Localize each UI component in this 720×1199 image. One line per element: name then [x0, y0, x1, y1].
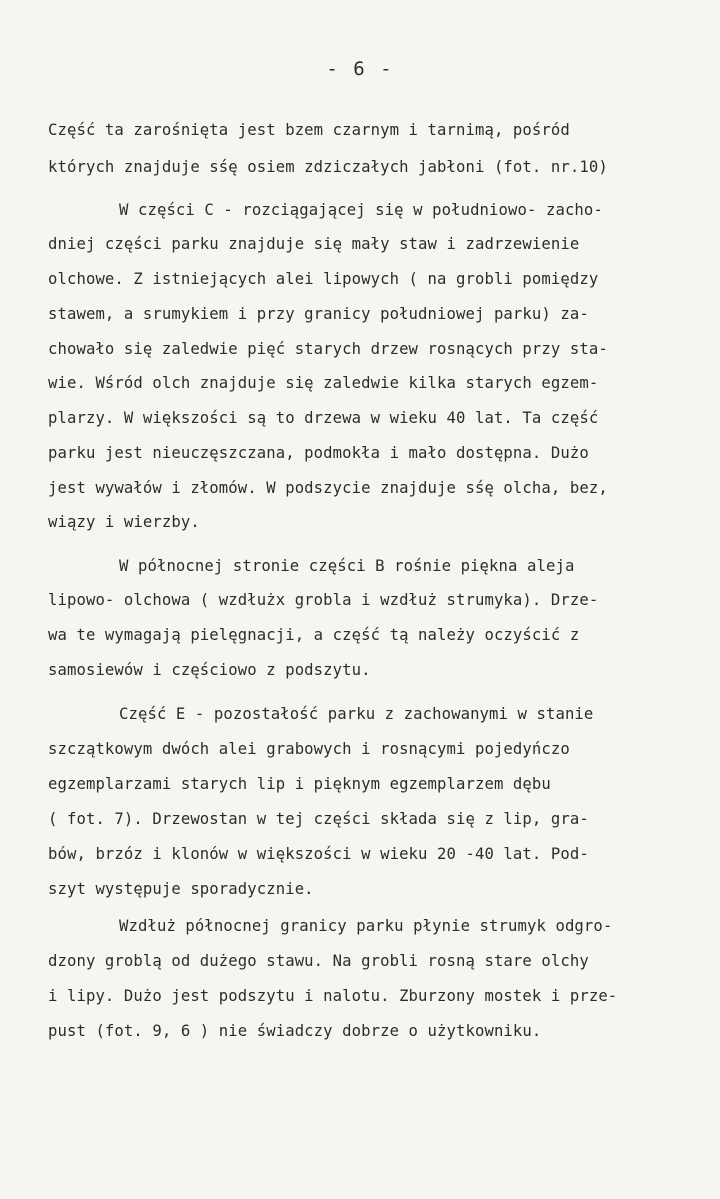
text-line: egzemplarzami starych lip i pięknym egzemplarzem dębu — [48, 775, 551, 793]
text-line: stawem, a srumykiem i przy granicy południowej parku) za- — [48, 305, 589, 323]
text-line: dniej części parku znajduje się mały staw i zadrzewienie — [48, 235, 580, 253]
page-number: - 6 - — [326, 58, 394, 80]
text-line: dzony groblą od dużego stawu. Na grobli rosną stare olchy — [48, 952, 589, 970]
text-line: szczątkowym dwóch alei grabowych i rosnącymi pojedyńczo — [48, 740, 570, 758]
text-line: lipowo- olchowa ( wzdłużx grobla i wzdłuż strumyka). Drze- — [48, 591, 599, 609]
text-line: jest wywałów i złomów. W podszycie znajduje sśę olcha, bez, — [48, 479, 608, 497]
text-line: Wzdłuż północnej granicy parku płynie strumyk odgro- — [119, 917, 613, 935]
text-line: szyt występuje sporadycznie. — [48, 880, 314, 898]
text-line: W części C - rozciągającej się w południowo- zacho- — [119, 201, 603, 219]
text-line: W północnej stronie części B rośnie piękna aleja — [119, 557, 575, 575]
text-line: wa te wymagają pielęgnacji, a część tą należy oczyścić z — [48, 626, 580, 644]
text-line: chowało się zaledwie pięć starych drzew rosnących przy sta- — [48, 340, 608, 358]
text-line: ( fot. 7). Drzewostan w tej części składa się z lip, gra- — [48, 810, 589, 828]
text-line: wiązy i wierzby. — [48, 513, 200, 531]
text-line: olchowe. Z istniejących alei lipowych ( na grobli pomiędzy — [48, 270, 599, 288]
text-line: samosiewów i częściowo z podszytu. — [48, 661, 371, 679]
text-line: parku jest nieuczęszczana, podmokła i mało dostępna. Dużo — [48, 444, 589, 462]
text-line: Część ta zarośnięta jest bzem czarnym i tarnimą, pośród — [48, 121, 570, 139]
text-line: których znajduje sśę osiem zdziczałych jabłoni (fot. nr.10) — [48, 158, 608, 176]
text-line: wie. Wśród olch znajduje się zaledwie kilka starych egzem- — [48, 374, 599, 392]
text-line: i lipy. Dużo jest podszytu i nalotu. Zburzony mostek i prze- — [48, 987, 618, 1005]
text-line: pust (fot. 9, 6 ) nie świadczy dobrze o użytkowniku. — [48, 1022, 542, 1040]
text-line: plarzy. W większości są to drzewa w wieku 40 lat. Ta część — [48, 409, 599, 427]
text-line: bów, brzóz i klonów w większości w wieku 20 -40 lat. Pod- — [48, 845, 589, 863]
text-line: Część E - pozostałość parku z zachowanymi w stanie — [119, 705, 594, 723]
